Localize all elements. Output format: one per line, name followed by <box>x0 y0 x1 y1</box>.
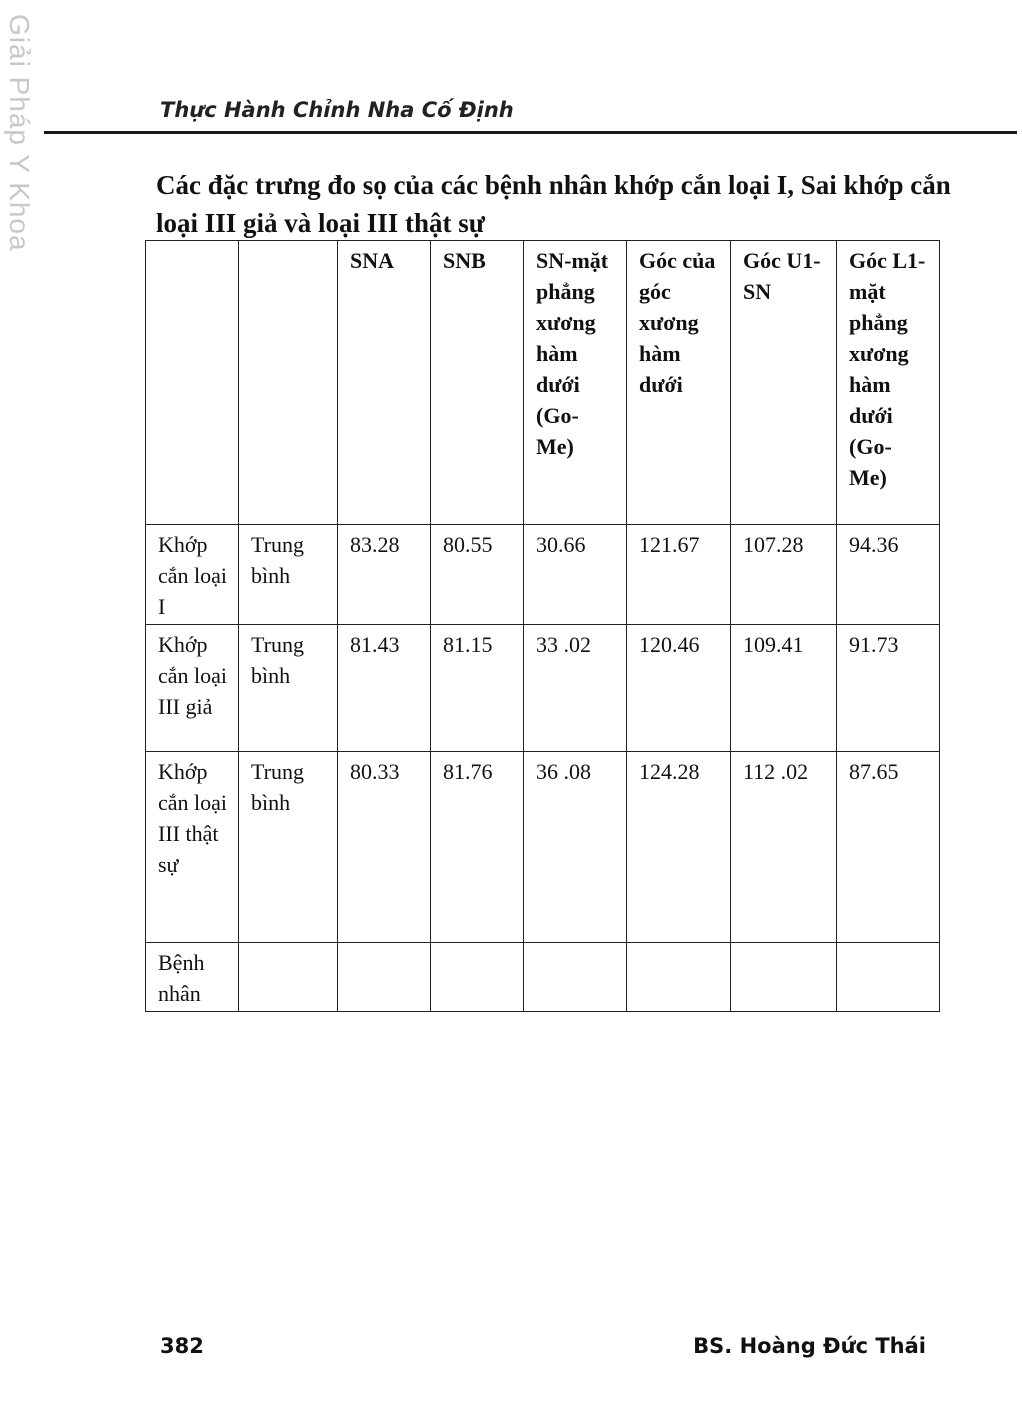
table-row <box>146 943 940 1012</box>
cell-l1-gome: 94.36 <box>837 525 940 625</box>
cell-stat: Trung bình <box>239 625 338 752</box>
header-cell-group <box>146 241 239 525</box>
header-cell-u1-sn: Góc U1-SN <box>731 241 837 525</box>
cell-stat: Trung bình <box>239 525 338 625</box>
author-name: BS. Hoàng Đức Thái <box>693 1334 926 1358</box>
cell-sna <box>338 943 431 1012</box>
header-cell-stat <box>239 241 338 525</box>
table-header-row <box>146 241 940 525</box>
cell-group: Khớp cắn loại III giả <box>146 625 239 752</box>
cell-gonial-angle: 121.67 <box>627 525 731 625</box>
header-cell-l1-gome: Góc L1-mặt phẳng xương hàm dưới (Go-Me) <box>837 241 940 525</box>
header-cell-sn-gome: SN-mặt phẳng xương hàm dưới (Go-Me) <box>524 241 627 525</box>
cell-snb <box>431 943 524 1012</box>
cell-sna: 83.28 <box>338 525 431 625</box>
cell-u1-sn: 112 .02 <box>731 752 837 943</box>
table-row <box>146 625 940 752</box>
running-header: Thực Hành Chỉnh Nha Cố Định <box>160 98 514 122</box>
cell-l1-gome: 91.73 <box>837 625 940 752</box>
cell-gonial-angle <box>627 943 731 1012</box>
cell-sna: 80.33 <box>338 752 431 943</box>
cell-u1-sn <box>731 943 837 1012</box>
header-rule <box>44 131 1017 134</box>
cell-u1-sn: 109.41 <box>731 625 837 752</box>
cell-group: Khớp cắn loại I <box>146 525 239 625</box>
cell-snb: 81.15 <box>431 625 524 752</box>
cell-snb: 81.76 <box>431 752 524 943</box>
cell-u1-sn: 107.28 <box>731 525 837 625</box>
cell-snb: 80.55 <box>431 525 524 625</box>
cell-sna: 81.43 <box>338 625 431 752</box>
cell-l1-gome: 87.65 <box>837 752 940 943</box>
cephalometric-table <box>145 240 940 1012</box>
cell-gonial-angle: 124.28 <box>627 752 731 943</box>
cell-l1-gome <box>837 943 940 1012</box>
table-row <box>146 752 940 943</box>
cell-sn-gome: 33 .02 <box>524 625 627 752</box>
page-number: 382 <box>160 1334 204 1358</box>
cell-stat <box>239 943 338 1012</box>
header-cell-snb: SNB <box>431 241 524 525</box>
table-caption: Các đặc trưng đo sọ của các bệnh nhân khớp cắn loại I, Sai khớp cắn loại III giả và loại III thật sự <box>156 170 951 238</box>
cell-sn-gome: 36 .08 <box>524 752 627 943</box>
cell-group: Khớp cắn loại III thật sự <box>146 752 239 943</box>
watermark-text: Giải Pháp Y Khoa <box>4 14 35 252</box>
cell-sn-gome: 30.66 <box>524 525 627 625</box>
cell-stat: Trung bình <box>239 752 338 943</box>
cell-gonial-angle: 120.46 <box>627 625 731 752</box>
cell-group: Bệnh nhân <box>146 943 239 1012</box>
table-row <box>146 525 940 625</box>
header-cell-gonial-angle: Góc của góc xương hàm dưới <box>627 241 731 525</box>
header-cell-sna: SNA <box>338 241 431 525</box>
cell-sn-gome <box>524 943 627 1012</box>
